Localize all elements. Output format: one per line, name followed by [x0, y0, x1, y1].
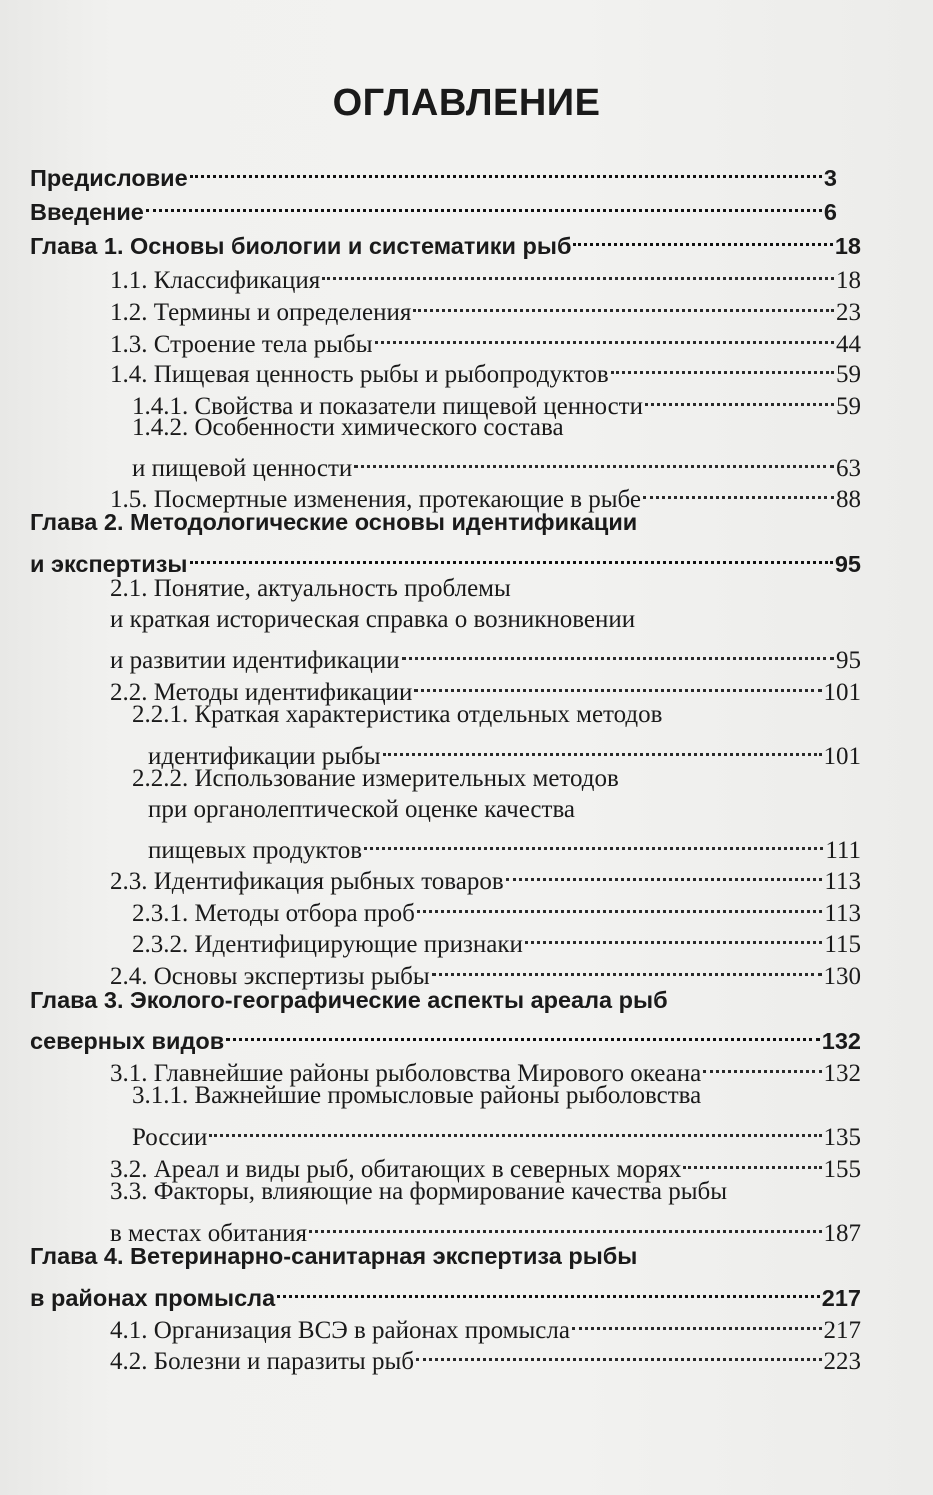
- toc-entry-title: 1.3. Строение тела рыбы: [110, 331, 373, 358]
- toc-entry-line: 3.3. Факторы, влияющие на формирование качества рыбы: [110, 1178, 728, 1205]
- dot-leader: [146, 186, 822, 220]
- toc-entry-page: 88: [836, 486, 861, 513]
- toc-entry: [110, 348, 861, 388]
- toc-entry: [110, 634, 861, 674]
- toc-entry-page: 130: [823, 963, 861, 990]
- toc-entry: [30, 1015, 861, 1054]
- toc-entry-title: 4.2. Болезни и паразиты рыб: [110, 1348, 414, 1375]
- toc-entry-page: 217: [821, 1285, 861, 1311]
- toc-entry: [110, 855, 861, 895]
- toc-entry: [30, 186, 837, 225]
- toc-entry-line: 1.4.2. Особенности химического состава: [132, 414, 564, 441]
- toc-entry-page: 113: [824, 900, 861, 927]
- toc-entry-title: и пищевой ценности: [132, 455, 353, 482]
- toc-entry-title: 1.4. Пищевая ценность рыбы и рыбопродуктов: [110, 361, 609, 388]
- dot-leader: [322, 254, 834, 288]
- dot-leader: [573, 220, 832, 254]
- toc-entry-page: 155: [823, 1156, 861, 1183]
- toc-entry-title: идентификации рыбы: [148, 743, 381, 770]
- toc-entry-title: 1.2. Термины и определения: [110, 299, 412, 326]
- toc-entry-line: 2.2.1. Краткая характеристика отдельных методов: [132, 701, 663, 728]
- toc-entry-page: 6: [823, 199, 837, 225]
- toc-entry-title: 3.2. Ареал и виды рыб, обитающих в северных морях: [110, 1156, 682, 1183]
- toc-entry: [148, 730, 861, 770]
- toc-entry: [148, 824, 861, 864]
- toc-entry-page: 95: [834, 551, 861, 577]
- toc-entry: [110, 1304, 861, 1344]
- toc-entry-line: Глава 2. Методологические основы идентификации: [30, 509, 638, 535]
- toc-entry-line: при органолептической оценке качества: [148, 796, 576, 823]
- toc-entry: [110, 950, 861, 990]
- dot-leader: [525, 918, 823, 952]
- toc-entry-title: 2.3. Идентификация рыбных товаров: [110, 868, 504, 895]
- toc-entry: [132, 918, 861, 958]
- toc-entry-title: 1.4.1. Свойства и показатели пищевой ценности: [132, 393, 643, 420]
- toc-entry: [110, 1335, 861, 1375]
- toc-entry-page: 187: [823, 1220, 861, 1247]
- toc-entry: [110, 1143, 861, 1183]
- toc-entry-title: в районах промысла: [30, 1285, 276, 1311]
- dot-leader: [309, 1207, 822, 1241]
- toc-entry: [132, 442, 861, 482]
- toc-entry-page: 18: [836, 267, 861, 294]
- toc-entry-title: 1.1. Классификация: [110, 267, 321, 294]
- toc-entry-title: и экспертизы: [30, 551, 188, 577]
- dot-leader: [364, 824, 823, 858]
- toc-entry-line: 2.2.2. Использование измерительных методов: [132, 765, 619, 792]
- toc-entry: [132, 887, 861, 927]
- toc-entry-page: 59: [836, 393, 861, 420]
- toc-entry-title: 2.4. Основы экспертизы рыбы: [110, 963, 430, 990]
- dot-leader: [416, 1335, 822, 1369]
- toc-entry-page: 44: [836, 331, 861, 358]
- dot-leader: [383, 730, 822, 764]
- dot-leader: [506, 855, 823, 889]
- toc-entry: [30, 220, 861, 259]
- toc-entry-page: 132: [821, 1028, 861, 1054]
- dot-leader: [432, 950, 822, 984]
- dot-leader: [277, 1272, 820, 1306]
- dot-leader: [209, 1111, 821, 1145]
- toc-entry-title: в местах обитания: [110, 1220, 307, 1247]
- toc-entry: [110, 473, 861, 513]
- toc-entry-title: 4.1. Организация ВСЭ в районах промысла: [110, 1317, 570, 1344]
- toc-entry-page: 101: [823, 743, 861, 770]
- page-title: ОГЛАВЛЕНИЕ: [332, 82, 601, 124]
- toc-entry-page: 135: [823, 1124, 861, 1151]
- dot-leader: [375, 318, 835, 352]
- toc-entry-line: Глава 4. Ветеринарно-санитарная экспертиза рыбы: [30, 1243, 638, 1269]
- toc-entry: [132, 1111, 861, 1151]
- toc-entry-line: Глава 3. Эколого-географические аспекты ареала рыб: [30, 987, 668, 1013]
- toc-entry: [110, 318, 861, 358]
- dot-leader: [645, 380, 834, 414]
- dot-leader: [611, 348, 834, 382]
- toc-entry-title: и развитии идентификации: [110, 647, 400, 674]
- toc-entry-page: 3: [823, 165, 837, 191]
- toc-entry-line: 2.1. Понятие, актуальность проблемы: [110, 575, 511, 602]
- toc-entry-title: Глава 1. Основы биологии и систематики рыб: [30, 233, 572, 259]
- toc-entry-title: 2.2. Методы идентификации: [110, 679, 413, 706]
- toc-entry-title: 2.3.2. Идентифицирующие признаки: [132, 931, 523, 958]
- toc-entry-page: 101: [823, 679, 861, 706]
- toc-entry-title: северных видов: [30, 1028, 225, 1054]
- dot-leader: [190, 538, 833, 572]
- toc-entry-page: 95: [836, 647, 861, 674]
- dot-leader: [417, 887, 823, 921]
- toc-entry: [110, 254, 861, 294]
- dot-leader: [572, 1304, 822, 1338]
- toc-entry-page: 111: [825, 837, 861, 864]
- toc-entry: [110, 286, 861, 326]
- toc-entry: [110, 1207, 861, 1247]
- toc-entry-page: 59: [836, 361, 861, 388]
- toc-entry-title: 2.3.1. Методы отбора проб: [132, 900, 415, 927]
- toc-entry-page: 115: [824, 931, 861, 958]
- toc-entry-line: и краткая историческая справка о возникновении: [110, 606, 636, 633]
- toc-entry-title: 1.5. Посмертные изменения, протекающие в рыбе: [110, 486, 642, 513]
- toc-entry-title: Предисловие: [30, 165, 188, 191]
- toc-entry-page: 132: [823, 1060, 861, 1087]
- toc-entry-page: 113: [824, 868, 861, 895]
- dot-leader: [413, 286, 834, 320]
- toc-entry: [132, 380, 861, 420]
- toc-entry-title: 3.1. Главнейшие районы рыболовства Мирового океана: [110, 1060, 702, 1087]
- toc-entry: [110, 1047, 861, 1087]
- toc-entry-page: 223: [823, 1348, 861, 1375]
- toc-entry-title: России: [132, 1124, 208, 1151]
- dot-leader: [703, 1047, 821, 1081]
- toc-entry: [30, 538, 861, 577]
- dot-leader: [354, 442, 834, 476]
- toc-entry: [30, 1272, 861, 1311]
- toc-entry-page: 217: [823, 1317, 861, 1344]
- dot-leader: [414, 666, 821, 700]
- dot-leader: [683, 1143, 821, 1177]
- dot-leader: [226, 1015, 820, 1049]
- dot-leader: [643, 473, 834, 507]
- toc-entry: [30, 152, 837, 191]
- toc-entry-line: 3.1.1. Важнейшие промысловые районы рыболовства: [132, 1082, 702, 1109]
- toc-entry: [110, 666, 861, 706]
- toc-entry-page: 63: [836, 455, 861, 482]
- dot-leader: [190, 152, 822, 186]
- toc-entry-title: пищевых продуктов: [148, 837, 363, 864]
- toc-entry-page: 23: [836, 299, 861, 326]
- dot-leader: [402, 634, 834, 668]
- toc-entry-page: 18: [834, 233, 861, 259]
- toc-entry-title: Введение: [30, 199, 144, 225]
